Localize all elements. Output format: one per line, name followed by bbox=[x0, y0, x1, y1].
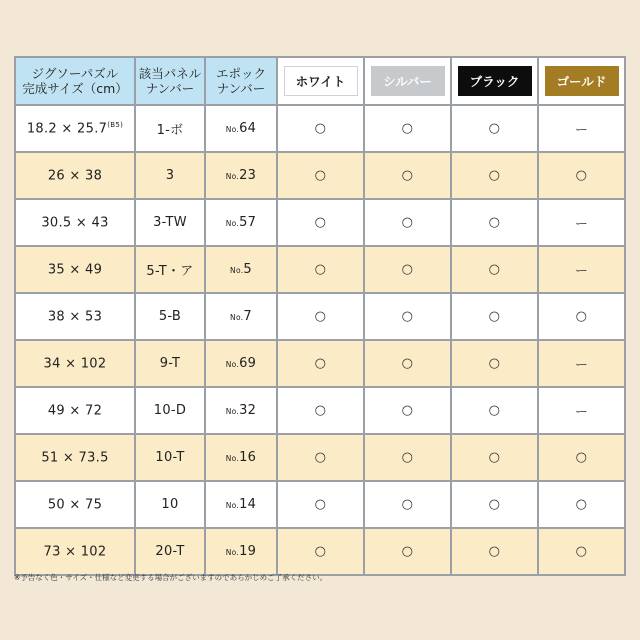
availability-mark: ○ bbox=[314, 215, 327, 230]
panel-number: 3-TW bbox=[136, 200, 204, 245]
silver-availability bbox=[365, 529, 450, 574]
availability-mark: ○ bbox=[575, 309, 588, 324]
header-panel-line2: ナンバー bbox=[145, 81, 195, 96]
panel-number: 10 bbox=[136, 482, 204, 527]
header-silver bbox=[365, 58, 450, 104]
footnote: ※予告なく色・サイズ・仕様など変更する場合がございますのであらかじめご了承ください。 bbox=[14, 573, 328, 582]
panel-number: 1-ボ bbox=[136, 106, 204, 151]
availability-mark: ○ bbox=[401, 497, 414, 512]
silver-availability bbox=[365, 247, 450, 292]
header-white bbox=[278, 58, 363, 104]
size-value: 34 × 102 bbox=[43, 356, 107, 372]
availability-mark: ○ bbox=[401, 403, 414, 418]
epoch-number-prefix: No. bbox=[225, 172, 240, 181]
black-availability bbox=[452, 435, 537, 480]
panel-number: 5-T・ア bbox=[136, 247, 204, 292]
silver-availability bbox=[365, 153, 450, 198]
epoch-number-cell bbox=[206, 388, 276, 433]
size-value: 35 × 49 bbox=[47, 262, 103, 278]
panel-number: 5-B bbox=[136, 294, 204, 339]
silver-swatch: シルバー bbox=[371, 66, 445, 96]
epoch-number-cell bbox=[206, 106, 276, 151]
header-black bbox=[452, 58, 537, 104]
header-size-line1: ジグソーパズル bbox=[31, 66, 119, 81]
size-value: 26 × 38 bbox=[47, 168, 103, 184]
silver-availability bbox=[365, 106, 450, 151]
availability-mark: ○ bbox=[401, 309, 414, 324]
availability-mark: ○ bbox=[314, 450, 327, 465]
epoch-number-prefix: No. bbox=[225, 501, 240, 510]
epoch-number: 19 bbox=[239, 544, 257, 559]
gold-availability bbox=[539, 200, 624, 245]
availability-mark: ○ bbox=[314, 168, 327, 183]
table-row bbox=[16, 482, 624, 527]
availability-mark: ー bbox=[574, 217, 589, 232]
epoch-number-cell bbox=[206, 482, 276, 527]
availability-mark: ○ bbox=[488, 450, 501, 465]
epoch-number-prefix: No. bbox=[225, 360, 240, 369]
size-cell bbox=[16, 482, 134, 527]
availability-mark: ○ bbox=[401, 544, 414, 559]
availability-mark: ○ bbox=[488, 356, 501, 371]
availability-mark: ○ bbox=[488, 121, 501, 136]
availability-mark: ○ bbox=[488, 262, 501, 277]
epoch-number-cell bbox=[206, 200, 276, 245]
table-row bbox=[16, 529, 624, 574]
header-epoch-line1: エポック bbox=[215, 66, 266, 81]
white-availability bbox=[278, 153, 363, 198]
size-value: 30.5 × 43 bbox=[41, 215, 109, 231]
availability-mark: ○ bbox=[314, 544, 327, 559]
availability-mark: ○ bbox=[314, 403, 327, 418]
availability-mark: ○ bbox=[575, 450, 588, 465]
epoch-number-prefix: No. bbox=[225, 407, 240, 416]
epoch-number-cell bbox=[206, 153, 276, 198]
gold-availability bbox=[539, 294, 624, 339]
epoch-number: 16 bbox=[239, 450, 257, 465]
epoch-number: 23 bbox=[239, 168, 257, 183]
size-value: 50 × 75 bbox=[47, 497, 103, 513]
size-value: 38 × 53 bbox=[47, 309, 103, 325]
epoch-number: 64 bbox=[239, 121, 257, 136]
size-cell bbox=[16, 435, 134, 480]
black-availability bbox=[452, 106, 537, 151]
epoch-number: 14 bbox=[239, 497, 257, 512]
size-note: (B5) bbox=[107, 120, 124, 129]
size-value: 18.2 × 25.7 bbox=[26, 121, 108, 137]
epoch-number: 69 bbox=[239, 356, 257, 371]
gold-availability bbox=[539, 435, 624, 480]
white-availability bbox=[278, 106, 363, 151]
availability-mark: ○ bbox=[314, 309, 327, 324]
size-cell bbox=[16, 341, 134, 386]
availability-mark: ○ bbox=[488, 215, 501, 230]
silver-availability bbox=[365, 200, 450, 245]
epoch-number-cell bbox=[206, 435, 276, 480]
white-availability bbox=[278, 200, 363, 245]
availability-mark: ○ bbox=[488, 309, 501, 324]
gold-availability bbox=[539, 247, 624, 292]
availability-mark: ○ bbox=[401, 450, 414, 465]
white-swatch: ホワイト bbox=[284, 66, 358, 96]
white-availability bbox=[278, 247, 363, 292]
availability-mark: ○ bbox=[314, 262, 327, 277]
epoch-number-cell bbox=[206, 294, 276, 339]
epoch-number-prefix: No. bbox=[225, 454, 240, 463]
availability-mark: ○ bbox=[488, 168, 501, 183]
table-row bbox=[16, 341, 624, 386]
availability-mark: ー bbox=[574, 358, 589, 373]
epoch-number-prefix: No. bbox=[225, 548, 240, 557]
header-row bbox=[16, 58, 624, 104]
black-availability bbox=[452, 388, 537, 433]
availability-mark: ○ bbox=[488, 497, 501, 512]
size-cell bbox=[16, 388, 134, 433]
panel-number: 10-T bbox=[136, 435, 204, 480]
silver-availability bbox=[365, 482, 450, 527]
epoch-number-cell bbox=[206, 341, 276, 386]
header-size-line2: 完成サイズ（cm） bbox=[22, 81, 128, 96]
black-availability bbox=[452, 482, 537, 527]
table-row bbox=[16, 435, 624, 480]
gold-availability bbox=[539, 388, 624, 433]
silver-availability bbox=[365, 341, 450, 386]
white-availability bbox=[278, 435, 363, 480]
size-cell bbox=[16, 106, 134, 151]
size-cell bbox=[16, 529, 134, 574]
white-availability bbox=[278, 341, 363, 386]
size-value: 73 × 102 bbox=[43, 544, 107, 560]
table-row bbox=[16, 153, 624, 198]
epoch-number: 57 bbox=[239, 215, 257, 230]
table-row bbox=[16, 294, 624, 339]
availability-mark: ○ bbox=[314, 497, 327, 512]
white-availability bbox=[278, 482, 363, 527]
availability-mark: ○ bbox=[401, 121, 414, 136]
black-swatch: ブラック bbox=[458, 66, 532, 96]
availability-mark: ○ bbox=[314, 121, 327, 136]
availability-mark: ○ bbox=[401, 356, 414, 371]
availability-mark: ○ bbox=[488, 544, 501, 559]
black-availability bbox=[452, 529, 537, 574]
black-availability bbox=[452, 294, 537, 339]
epoch-number-cell bbox=[206, 529, 276, 574]
table-row bbox=[16, 247, 624, 292]
panel-number: 3 bbox=[136, 153, 204, 198]
panel-number: 20-T bbox=[136, 529, 204, 574]
black-availability bbox=[452, 153, 537, 198]
header-gold bbox=[539, 58, 624, 104]
gold-availability bbox=[539, 529, 624, 574]
table-row bbox=[16, 388, 624, 433]
availability-mark: ○ bbox=[575, 497, 588, 512]
availability-mark: ○ bbox=[575, 544, 588, 559]
panel-number: 9-T bbox=[136, 341, 204, 386]
size-cell bbox=[16, 153, 134, 198]
table-row bbox=[16, 200, 624, 245]
size-value: 49 × 72 bbox=[47, 403, 103, 419]
epoch-number-prefix: No. bbox=[230, 266, 244, 275]
epoch-number: 32 bbox=[239, 403, 257, 418]
panel-number: 10-D bbox=[136, 388, 204, 433]
gold-swatch: ゴールド bbox=[545, 66, 619, 96]
gold-availability bbox=[539, 341, 624, 386]
silver-availability bbox=[365, 435, 450, 480]
silver-availability bbox=[365, 388, 450, 433]
availability-mark: ○ bbox=[488, 403, 501, 418]
availability-mark: ー bbox=[574, 264, 589, 279]
puzzle-frame-table bbox=[14, 56, 626, 576]
size-cell bbox=[16, 247, 134, 292]
header-panel bbox=[136, 58, 204, 104]
availability-mark: ○ bbox=[401, 168, 414, 183]
header-epoch bbox=[206, 58, 276, 104]
epoch-number-prefix: No. bbox=[225, 125, 240, 134]
gold-availability bbox=[539, 153, 624, 198]
header-size bbox=[16, 58, 134, 104]
availability-mark: ○ bbox=[401, 262, 414, 277]
size-cell bbox=[16, 294, 134, 339]
epoch-number-prefix: No. bbox=[230, 313, 244, 322]
availability-mark: ○ bbox=[314, 356, 327, 371]
header-panel-line1: 該当パネル bbox=[138, 66, 202, 81]
table-row bbox=[16, 106, 624, 151]
silver-availability bbox=[365, 294, 450, 339]
availability-mark: ー bbox=[574, 405, 589, 420]
white-availability bbox=[278, 388, 363, 433]
black-availability bbox=[452, 341, 537, 386]
availability-mark: ー bbox=[574, 123, 589, 138]
white-availability bbox=[278, 294, 363, 339]
header-epoch-line2: ナンバー bbox=[216, 81, 266, 96]
size-cell bbox=[16, 200, 134, 245]
epoch-number: 7 bbox=[243, 309, 252, 324]
epoch-number: 5 bbox=[243, 262, 252, 277]
availability-mark: ○ bbox=[401, 215, 414, 230]
gold-availability bbox=[539, 482, 624, 527]
white-availability bbox=[278, 529, 363, 574]
epoch-number-prefix: No. bbox=[225, 219, 240, 228]
epoch-number-cell bbox=[206, 247, 276, 292]
gold-availability bbox=[539, 106, 624, 151]
availability-mark: ○ bbox=[575, 168, 588, 183]
size-value: 51 × 73.5 bbox=[41, 450, 109, 466]
black-availability bbox=[452, 247, 537, 292]
black-availability bbox=[452, 200, 537, 245]
